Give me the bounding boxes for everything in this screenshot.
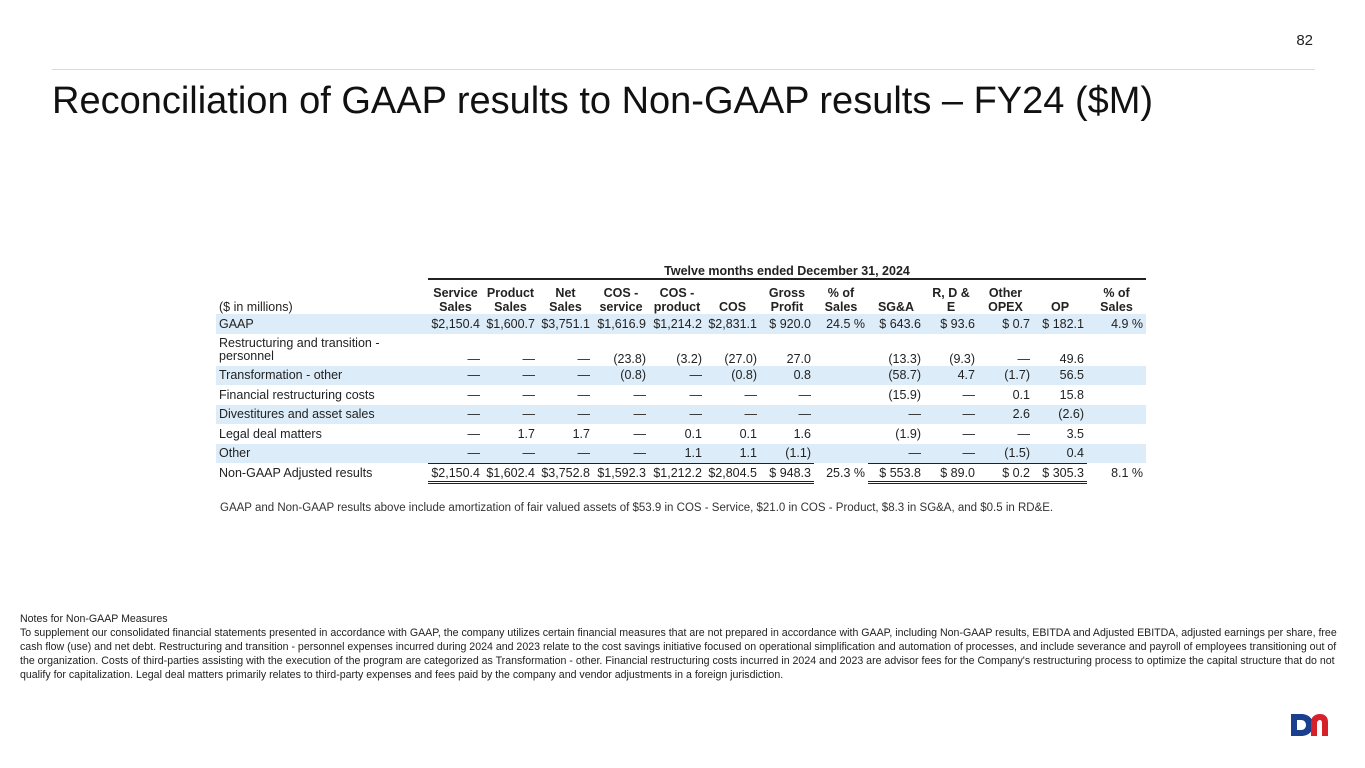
table-cell: (13.3) bbox=[888, 351, 921, 366]
table-cell: $1,214.2 bbox=[649, 314, 705, 334]
column-header-line: Product bbox=[486, 286, 535, 300]
reconciliation-table bbox=[216, 262, 1146, 484]
column-header-line: service bbox=[599, 300, 643, 314]
table-cell: 0.1 bbox=[739, 426, 757, 441]
table-cell: 8.1 % bbox=[1111, 466, 1144, 481]
column-header-line: E bbox=[946, 300, 956, 314]
table-cell bbox=[814, 405, 868, 425]
column-header bbox=[924, 279, 978, 314]
table-cell: — bbox=[593, 405, 649, 425]
table-cell: 1.1 bbox=[705, 444, 760, 464]
table-cell: 1.7 bbox=[517, 426, 535, 441]
table-cell: (1.1) bbox=[760, 444, 814, 464]
column-header-line: COS - bbox=[659, 286, 695, 300]
table-row bbox=[216, 314, 1146, 334]
column-header-line: % of bbox=[827, 286, 855, 300]
column-header-line: Sales bbox=[494, 300, 527, 314]
column-header bbox=[978, 279, 1033, 314]
table-cell: — bbox=[798, 387, 811, 402]
row-label: Transformation - other bbox=[216, 366, 428, 386]
table-cell: $2,831.1 bbox=[705, 314, 760, 334]
table-cell: $1,602.4 bbox=[483, 463, 538, 483]
table-cell: $3,752.8 bbox=[538, 463, 593, 483]
table-cell: (0.8) bbox=[705, 366, 760, 386]
column-header-line: Sales bbox=[549, 300, 582, 314]
column-header-line: % of bbox=[1103, 286, 1130, 300]
table-cell: — bbox=[577, 387, 590, 402]
table-cell: (0.8) bbox=[593, 366, 649, 386]
table-cell: $ 305.3 bbox=[1033, 463, 1087, 483]
column-header bbox=[705, 279, 760, 314]
reconciliation-table-container bbox=[216, 262, 1146, 484]
table-body bbox=[216, 314, 1146, 483]
table-cell: 0.1 bbox=[1012, 387, 1030, 402]
column-header-line: OP bbox=[1050, 300, 1070, 314]
table-cell: $1,212.2 bbox=[649, 463, 705, 483]
table-cell bbox=[814, 385, 868, 405]
table-cell: — bbox=[428, 366, 483, 386]
table-cell: — bbox=[522, 351, 535, 366]
column-header-line: Net bbox=[555, 286, 576, 300]
column-header-line: Sales bbox=[439, 300, 472, 314]
column-header bbox=[483, 279, 538, 314]
table-cell: (1.9) bbox=[895, 426, 921, 441]
table-cell: $ 93.6 bbox=[924, 314, 978, 334]
column-header bbox=[1033, 279, 1087, 314]
table-row bbox=[216, 366, 1146, 386]
table-cell: $1,616.9 bbox=[593, 314, 649, 334]
header-divider bbox=[52, 69, 1315, 70]
column-header-line: Profit bbox=[770, 300, 804, 314]
table-cell: 27.0 bbox=[786, 351, 811, 366]
table-cell: 2.6 bbox=[978, 405, 1033, 425]
table-cell: 1.7 bbox=[572, 426, 590, 441]
table-footnote: GAAP and Non-GAAP results above include amortization of fair valued assets of $53.9 in COS - Service, $21.0 in COS - Product, $8.3 in SG&A, and $0.5 in RD&E. bbox=[220, 502, 1054, 514]
table-cell: (58.7) bbox=[868, 366, 924, 386]
row-label: Other bbox=[216, 444, 428, 464]
table-cell: $ 89.0 bbox=[924, 463, 978, 483]
column-header bbox=[428, 279, 483, 314]
table-row bbox=[216, 463, 1146, 483]
table-cell bbox=[1087, 334, 1146, 366]
row-label: Restructuring and transition - personnel bbox=[219, 335, 380, 363]
column-header-line: SG&A bbox=[877, 300, 915, 314]
table-cell: — bbox=[428, 405, 483, 425]
table-cell: — bbox=[483, 366, 538, 386]
column-header bbox=[1087, 279, 1146, 314]
table-cell: — bbox=[577, 351, 590, 366]
table-cell: $ 948.3 bbox=[760, 463, 814, 483]
table-cell: — bbox=[760, 405, 814, 425]
table-cell: — bbox=[593, 444, 649, 464]
table-row bbox=[216, 385, 1146, 405]
column-header-line: product bbox=[653, 300, 701, 314]
row-label: Financial restructuring costs bbox=[219, 387, 375, 402]
column-header-line: COS bbox=[718, 300, 747, 314]
table-cell: — bbox=[467, 351, 480, 366]
table-cell bbox=[814, 444, 868, 464]
table-row bbox=[216, 424, 1146, 444]
slide-title: Reconciliation of GAAP results to Non-GAAP results – FY24 ($M) bbox=[52, 80, 1154, 122]
table-cell: — bbox=[1017, 426, 1030, 441]
table-cell bbox=[814, 366, 868, 386]
table-cell bbox=[1087, 444, 1146, 464]
table-cell bbox=[814, 334, 868, 366]
period-header-row bbox=[216, 262, 1146, 279]
table-cell: $ 0.2 bbox=[978, 463, 1033, 483]
table-cell: (3.2) bbox=[676, 351, 702, 366]
table-cell: — bbox=[538, 405, 593, 425]
table-cell: — bbox=[538, 366, 593, 386]
table-cell: — bbox=[483, 405, 538, 425]
column-header-line: R, D & bbox=[932, 286, 970, 300]
table-cell: — bbox=[1017, 351, 1030, 366]
table-cell: — bbox=[483, 444, 538, 464]
table-cell: 1.1 bbox=[649, 444, 705, 464]
table-cell: $2,150.4 bbox=[428, 314, 483, 334]
table-row bbox=[216, 334, 1146, 366]
table-cell: (1.5) bbox=[978, 444, 1033, 464]
table-cell: $3,751.1 bbox=[538, 314, 593, 334]
table-cell: $2,804.5 bbox=[705, 463, 760, 483]
table-cell: 4.7 bbox=[924, 366, 978, 386]
table-cell: — bbox=[538, 444, 593, 464]
table-cell: 1.6 bbox=[793, 426, 811, 441]
column-header-row bbox=[216, 279, 1146, 314]
table-cell: 24.5 % bbox=[814, 314, 868, 334]
table-cell: $ 920.0 bbox=[760, 314, 814, 334]
table-cell: 0.4 bbox=[1033, 444, 1087, 464]
notes-heading: Notes for Non-GAAP Measures bbox=[20, 613, 168, 625]
table-cell: — bbox=[522, 387, 535, 402]
table-cell: — bbox=[705, 405, 760, 425]
row-label: GAAP bbox=[216, 314, 428, 334]
column-header bbox=[868, 279, 924, 314]
table-cell: — bbox=[689, 387, 702, 402]
column-header bbox=[649, 279, 705, 314]
table-cell: — bbox=[868, 444, 924, 464]
table-cell: $ 553.8 bbox=[868, 463, 924, 483]
table-cell: 0.8 bbox=[760, 366, 814, 386]
table-cell: $ 182.1 bbox=[1033, 314, 1087, 334]
table-row bbox=[216, 444, 1146, 464]
table-cell: $2,150.4 bbox=[428, 463, 483, 483]
column-header bbox=[593, 279, 649, 314]
table-cell: — bbox=[868, 405, 924, 425]
table-cell: — bbox=[633, 426, 646, 441]
table-cell: — bbox=[633, 387, 646, 402]
table-cell: — bbox=[962, 387, 975, 402]
column-header-line: Sales bbox=[1100, 300, 1133, 314]
table-cell: $1,600.7 bbox=[483, 314, 538, 334]
column-header-line: Sales bbox=[824, 300, 858, 314]
table-cell: (23.8) bbox=[613, 351, 646, 366]
company-logo bbox=[1289, 712, 1329, 738]
row-label: Non-GAAP Adjusted results bbox=[219, 466, 373, 481]
table-cell: — bbox=[467, 426, 480, 441]
table-cell: (15.9) bbox=[888, 387, 921, 402]
table-cell: — bbox=[428, 444, 483, 464]
table-cell bbox=[1087, 405, 1146, 425]
table-cell bbox=[1087, 385, 1146, 405]
page-number: 82 bbox=[1296, 32, 1313, 49]
table-row bbox=[216, 405, 1146, 425]
column-header bbox=[814, 279, 868, 314]
period-header: Twelve months ended December 31, 2024 bbox=[428, 262, 1146, 279]
table-cell bbox=[1087, 424, 1146, 444]
table-cell: — bbox=[924, 444, 978, 464]
table-cell: (27.0) bbox=[724, 351, 757, 366]
table-cell: — bbox=[467, 387, 480, 402]
column-header bbox=[760, 279, 814, 314]
notes-section bbox=[20, 612, 1345, 682]
column-header-line: Gross bbox=[768, 286, 806, 300]
column-header-line: COS - bbox=[603, 286, 639, 300]
table-cell: (9.3) bbox=[949, 351, 975, 366]
table-cell: — bbox=[649, 405, 705, 425]
table-cell: 49.6 bbox=[1059, 351, 1084, 366]
table-cell: 56.5 bbox=[1033, 366, 1087, 386]
column-header-line: OPEX bbox=[988, 300, 1023, 314]
table-cell: — bbox=[962, 426, 975, 441]
table-cell: (1.7) bbox=[978, 366, 1033, 386]
table-cell: 4.9 % bbox=[1087, 314, 1146, 334]
table-cell: $ 0.7 bbox=[978, 314, 1033, 334]
table-cell: — bbox=[649, 366, 705, 386]
table-cell: 15.8 bbox=[1059, 387, 1084, 402]
units-label: ($ in millions) bbox=[219, 300, 293, 314]
table-cell: — bbox=[924, 405, 978, 425]
table-cell: $1,592.3 bbox=[593, 463, 649, 483]
table-cell: 3.5 bbox=[1066, 426, 1084, 441]
table-cell: 0.1 bbox=[684, 426, 702, 441]
column-header-line: Service bbox=[433, 286, 478, 300]
table-cell: $ 643.6 bbox=[868, 314, 924, 334]
column-header bbox=[538, 279, 593, 314]
table-cell bbox=[1087, 366, 1146, 386]
table-cell: — bbox=[744, 387, 757, 402]
row-label: Divestitures and asset sales bbox=[216, 405, 428, 425]
notes-body: To supplement our consolidated financial statements presented in accordance with GAAP, the company utilizes certain financial measures that are not prepared in accordance with GAAP, including Non-GAAP results, EBITDA and Adjusted EBITDA, adjusted earnings per share, free cash flow (use) and net debt. Restructuring and transition - personnel expenses incurred during 2024 and 2023 relate to the cost savings initiative focused on operational simplification and automation of processes, and include severance and payroll of employees transitioning out of the organization. Costs of third-parties assisting with the execution of the program are categorized as Transformation - other. Financial restructuring costs incurred in 2024 and 2023 are advisor fees for the Company's restructuring process to optimize the capital structure that do not qualify for capitalization. Legal deal matters primarily relates to third-party expenses and fees paid by the company and vendor adjustments in a foreign jurisdiction. bbox=[20, 627, 1337, 681]
table-cell bbox=[814, 424, 868, 444]
column-header-line: Other bbox=[988, 286, 1023, 300]
row-label: Legal deal matters bbox=[219, 426, 322, 441]
table-cell: (2.6) bbox=[1033, 405, 1087, 425]
table-cell: 25.3 % bbox=[826, 466, 865, 481]
